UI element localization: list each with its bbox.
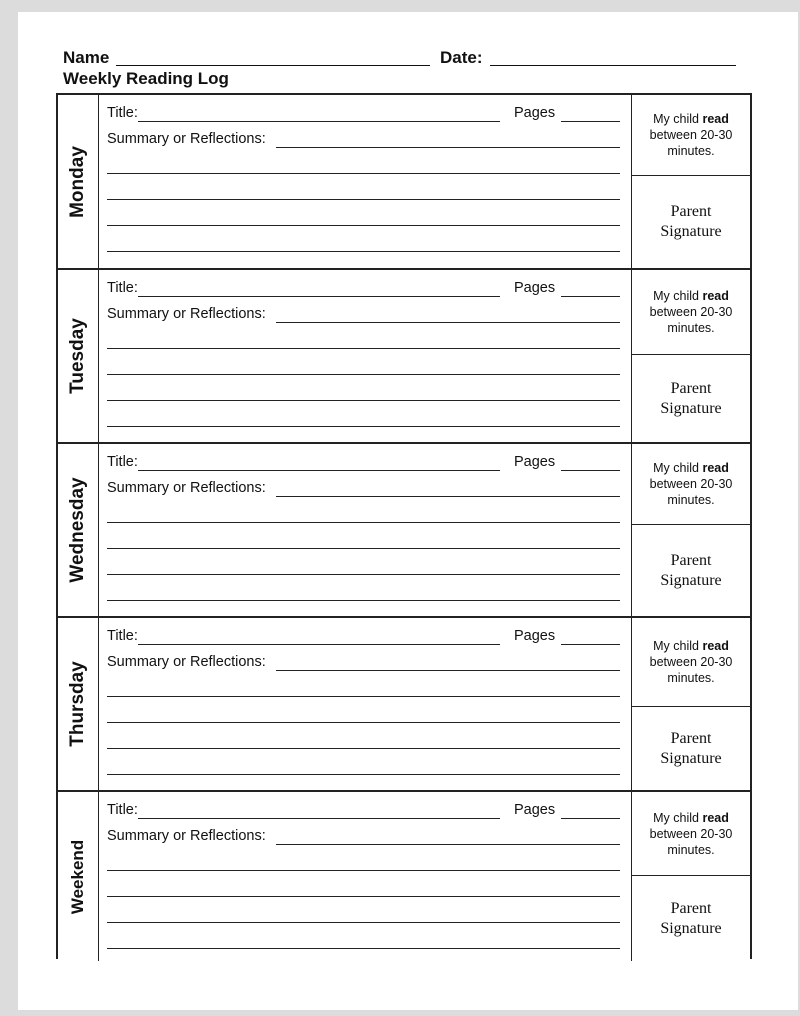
reflection-line[interactable] [107,400,620,401]
read-note-line3: minutes. [667,842,715,857]
reflection-line[interactable] [107,600,620,601]
reflection-line[interactable] [107,173,620,174]
read-note-prefix: My child [653,810,699,825]
pages-line[interactable] [561,644,620,645]
title-label: Title: [107,802,138,818]
summary-label: Summary or Reflections: [107,828,266,844]
reflection-line[interactable] [107,696,620,697]
entry-area [99,792,631,961]
entry-area [99,618,631,790]
name-label: Name [63,48,110,67]
signature-line1: Parent [670,729,712,747]
entry-area [99,270,631,442]
read-note-bold: read [702,810,729,825]
read-note [632,618,750,707]
day-label: Monday [67,145,88,218]
summary-line[interactable] [276,147,620,148]
signature-line2: Signature [660,223,722,240]
title-label: Title: [107,454,138,470]
title-line[interactable] [138,644,500,645]
read-note-bold: read [702,289,729,303]
parent-column [631,95,750,268]
title-line[interactable] [138,818,500,819]
summary-label: Summary or Reflections: [107,480,266,496]
reflection-line[interactable] [107,426,620,427]
signature-line2: Signature [660,919,722,937]
summary-line[interactable] [276,670,620,671]
day-column [58,270,99,442]
entry-area [99,444,631,616]
day-column [58,792,99,961]
signature-line2: Signature [660,399,722,417]
pages-line[interactable] [561,121,620,122]
parent-column [631,444,750,616]
title-line[interactable] [138,470,500,471]
title-line[interactable] [138,296,500,297]
day-row-wednesday [58,444,750,618]
read-note-line2: between 20-30 [649,826,733,841]
summary-line[interactable] [276,844,620,845]
reflection-line[interactable] [107,922,620,923]
reflection-line[interactable] [107,774,620,775]
read-note-prefix: My child [653,639,699,653]
read-note-bold: read [702,112,729,126]
pages-line[interactable] [561,818,620,819]
parent-column [631,792,750,961]
parent-signature-box[interactable] [632,876,750,961]
title-line[interactable] [138,121,500,122]
read-note-line3: minutes. [667,671,715,685]
read-note-prefix: My child [653,461,699,475]
day-row-monday [58,95,750,270]
read-note-line3: minutes. [667,493,715,507]
parent-signature-box[interactable] [632,707,750,790]
reflection-line[interactable] [107,374,620,375]
title-label: Title: [107,628,138,644]
reflection-line[interactable] [107,225,620,226]
signature-line1: Parent [670,203,712,220]
day-label: Weekend [68,839,87,914]
page-title: Weekly Reading Log [63,69,229,88]
signature-line2: Signature [660,571,722,589]
reflection-line[interactable] [107,522,620,523]
signature-line1: Parent [670,899,712,917]
read-note-bold: read [702,461,729,475]
summary-label: Summary or Reflections: [107,306,266,322]
title-label: Title: [107,280,138,296]
read-note [632,444,750,525]
parent-signature-box[interactable] [632,525,750,616]
reflection-line[interactable] [107,896,620,897]
date-line[interactable] [490,65,736,66]
reflection-line[interactable] [107,870,620,871]
pages-line[interactable] [561,470,620,471]
day-row-thursday [58,618,750,792]
reflection-line[interactable] [107,574,620,575]
read-note [632,270,750,355]
signature-line2: Signature [660,749,722,767]
day-column [58,444,99,616]
summary-label: Summary or Reflections: [107,131,266,147]
worksheet-page [18,12,798,1010]
signature-line1: Parent [670,379,712,397]
entry-area [99,95,631,268]
date-label: Date: [440,48,483,67]
read-note [632,792,750,876]
read-note-line2: between 20-30 [649,655,733,669]
pages-line[interactable] [561,296,620,297]
read-note-line3: minutes. [667,321,715,335]
parent-signature-box[interactable] [632,355,750,442]
pages-label: Pages [514,628,556,644]
day-label: Wednesday [67,477,88,583]
day-column [58,618,99,790]
reflection-line[interactable] [107,948,620,949]
pages-label: Pages [514,105,556,121]
day-label: Thursday [67,661,88,747]
day-row-weekend [58,792,750,961]
pages-label: Pages [514,280,556,296]
parent-signature-box[interactable] [632,176,750,268]
signature-line1: Parent [670,551,712,569]
read-note-bold: read [702,639,729,653]
read-note-line2: between 20-30 [649,477,733,491]
read-note [632,95,750,176]
reading-log-table [56,93,752,959]
reflection-line[interactable] [107,348,620,349]
pages-label: Pages [514,802,556,818]
parent-column [631,270,750,442]
reflection-line[interactable] [107,548,620,549]
reflection-line[interactable] [107,199,620,200]
day-label: Tuesday [67,318,88,394]
read-note-line2: between 20-30 [649,128,733,142]
parent-column [631,618,750,790]
read-note-line2: between 20-30 [649,305,733,319]
reflection-line[interactable] [107,722,620,723]
summary-line[interactable] [276,322,620,323]
summary-label: Summary or Reflections: [107,654,266,670]
read-note-prefix: My child [653,112,699,126]
reflection-line[interactable] [107,748,620,749]
pages-label: Pages [514,454,556,470]
title-label: Title: [107,105,138,121]
summary-line[interactable] [276,496,620,497]
read-note-line3: minutes. [667,144,715,158]
day-column [58,95,99,268]
name-line[interactable] [116,65,430,66]
reflection-line[interactable] [107,251,620,252]
read-note-prefix: My child [653,289,699,303]
day-row-tuesday [58,270,750,444]
